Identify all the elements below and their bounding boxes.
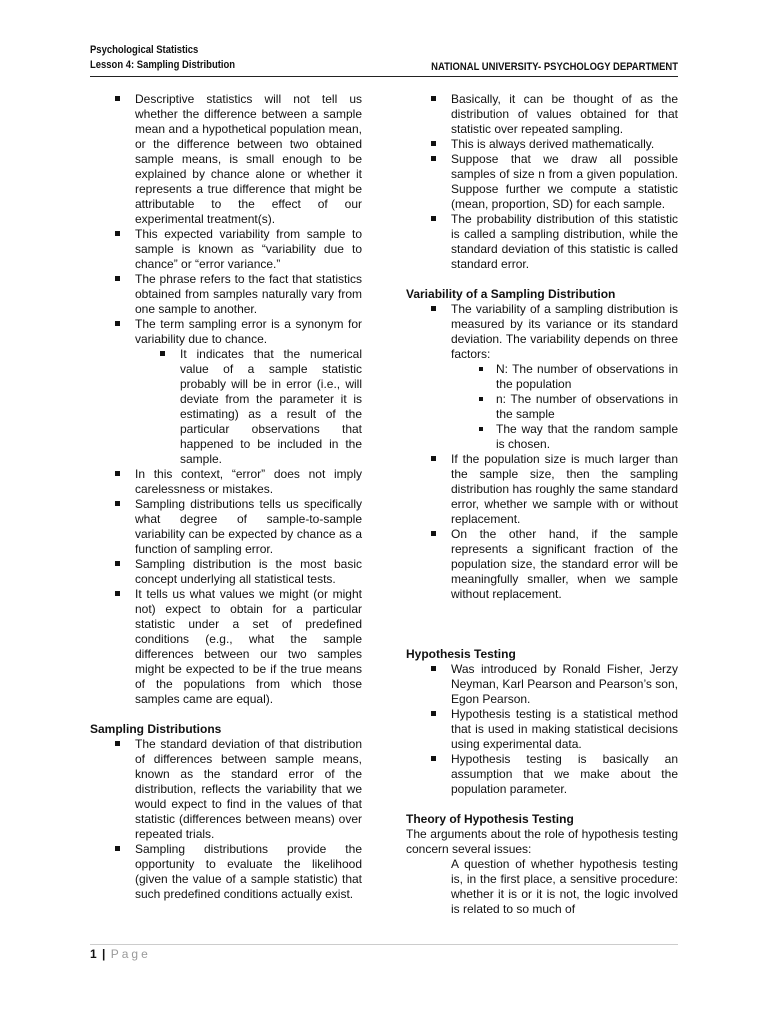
bullet-icon [431,216,436,221]
bullet-list [406,662,678,797]
list-item-text: It tells us what values we might (or might not) expect to obtain for a particular statistic under a set of predefined conditions (e.g., what the sample differences between our two samples might be expected to be if the true means of the populations from which those samples came are equal). [135,587,362,706]
header-rule [90,76,678,77]
list-item [406,752,678,797]
list-item [406,662,678,707]
list-item-text: If the population size is much larger than the sample size, then the sampling distribution has roughly the same standard error, whether we sample with or without replacement. [451,452,678,526]
page-number-value: 1 [90,947,97,961]
bullet-list [406,302,678,602]
bullet-icon [115,276,120,281]
list-item [406,452,678,527]
bullet-icon [115,96,120,101]
bullet-list [90,737,362,902]
page-number [90,947,151,962]
bullet-icon [431,756,436,761]
bullet-icon [431,531,436,536]
list-item [90,272,362,317]
list-item-text: This expected variability from sample to sample is known as “variability due to chance” or “error variance.” [135,227,362,271]
right-column [406,92,678,917]
bullet-icon [431,456,436,461]
list-item-text: Was introduced by Ronald Fisher, Jerzy Neyman, Karl Pearson and Pearson’s son, Egon Pearson. [451,662,678,706]
list-item-text: The phrase refers to the fact that statistics obtained from samples naturally vary from one sample to another. [135,272,362,316]
list-item [90,557,362,587]
page-footer [90,944,678,961]
list-item [90,737,362,842]
list-item-text: The variability of a sampling distribution is measured by its variance or its standard deviation. The variability depends on three factors: [451,302,678,361]
bullet-list [406,92,678,272]
list-item [90,317,362,467]
list-item [406,92,678,137]
list-item [406,212,678,272]
bullet-icon [479,427,483,431]
sub-bullet-list [451,362,678,452]
list-item [90,497,362,557]
left-column [90,92,362,902]
sub-bullet-list [135,347,362,467]
bullet-icon [115,321,120,326]
bullet-icon [431,156,436,161]
list-item-text: Descriptive statistics will not tell us whether the difference between a sample mean and a hypothetical population mean, or the difference between two obtained sample means, is small enough to be explained by chance alone or whether it represents a true difference that might be attributable to the effect of our experimental treatment(s). [135,92,362,226]
bullet-icon [115,846,120,851]
list-item [406,137,678,152]
section-title-hypothesis-testing: Hypothesis Testing [406,647,516,661]
bullet-icon [115,561,120,566]
list-item [406,527,678,602]
list-item-text: The way that the random sample is chosen. [496,422,678,451]
footer-rule [90,944,678,945]
bullet-icon [431,711,436,716]
bullet-icon [115,591,120,596]
sub-list-item [451,392,678,422]
page-header [90,43,678,73]
sub-list-item [135,347,362,467]
list-item-text: n: The number of observations in the sample [496,392,678,421]
list-item [90,842,362,902]
list-item-text: Sampling distributions provide the opportunity to evaluate the likelihood (given the value of a sample statistic) that such predefined conditions actually exist. [135,842,362,901]
theory-intro: The arguments about the role of hypothesis testing concern several issues: [406,827,678,856]
list-item-text: Sampling distributions tells us specifically what degree of sample-to-sample variability can be expected by chance as a function of sampling error. [135,497,362,556]
list-item [90,227,362,272]
list-item-text: Hypothesis testing is a statistical method that is used in making statistical decisions using experimental data. [451,707,678,751]
page-word: Page [110,947,151,961]
list-item [406,152,678,212]
list-item-text: This is always derived mathematically. [451,137,655,151]
sub-list-item [451,362,678,392]
bullet-icon [115,501,120,506]
section-title-theory: Theory of Hypothesis Testing [406,812,574,826]
bullet-icon [431,306,436,311]
list-item-text: Suppose that we draw all possible samples of size n from a given population. Suppose further we compute a statistic (mean, proportion, SD) for each sample. [451,152,678,211]
list-item [90,587,362,707]
list-item-text: Sampling distribution is the most basic concept underlying all statistical tests. [135,557,362,586]
list-item-text: On the other hand, if the sample represents a significant fraction of the population size, the standard error will be meaningfully smaller, when we sample without replacement. [451,527,678,601]
bullet-list [90,92,362,707]
bullet-icon [431,666,436,671]
department-name: NATIONAL UNIVERSITY- PSYCHOLOGY DEPARTMENT [431,61,678,73]
section-title-variability: Variability of a Sampling Distribution [406,287,616,301]
theory-indent-paragraph: A question of whether hypothesis testing is, in the first place, a sensitive procedure: whether it is or it is not, the logic involved is related to so much of [451,857,678,916]
list-item [406,707,678,752]
course-title: Psychological Statistics [90,44,199,56]
list-item-text: In this context, “error” does not imply carelessness or mistakes. [135,467,362,496]
section-title-sampling-distributions: Sampling Distributions [90,722,222,736]
bullet-icon [479,397,483,401]
bullet-icon [115,231,120,236]
lesson-title: Lesson 4: Sampling Distribution [90,59,236,71]
list-item-text: Hypothesis testing is basically an assumption that we make about the population parameter. [451,752,678,796]
bullet-icon [479,367,483,371]
bullet-icon [431,96,436,101]
bullet-icon [115,471,120,476]
list-item-text: The standard deviation of that distribution of differences between sample means, known as the standard error of the distribution, reflects the variability that we would expect to find in the values of that statistic (differences between means) over repeated trials. [135,737,362,841]
list-item [90,92,362,227]
bullet-icon [431,141,436,146]
list-item-text: It indicates that the numerical value of a sample statistic probably will be in error (i.e., will deviate from the parameter it is estimating) as a result of the particular observations that happened to be included in the sample. [180,347,362,466]
sub-list-item [451,422,678,452]
list-item-text: N: The number of observations in the population [496,362,678,391]
page-separator: | [102,947,106,961]
list-item [406,302,678,452]
bullet-icon [115,741,120,746]
list-item [90,467,362,497]
list-item-text: The term sampling error is a synonym for variability due to chance. [135,317,362,346]
bullet-icon [160,351,165,356]
list-item-text: Basically, it can be thought of as the distribution of values obtained for that statistic over repeated sampling. [451,92,678,136]
list-item-text: The probability distribution of this statistic is called a sampling distribution, while the standard deviation of this statistic is called standard error. [451,212,678,271]
